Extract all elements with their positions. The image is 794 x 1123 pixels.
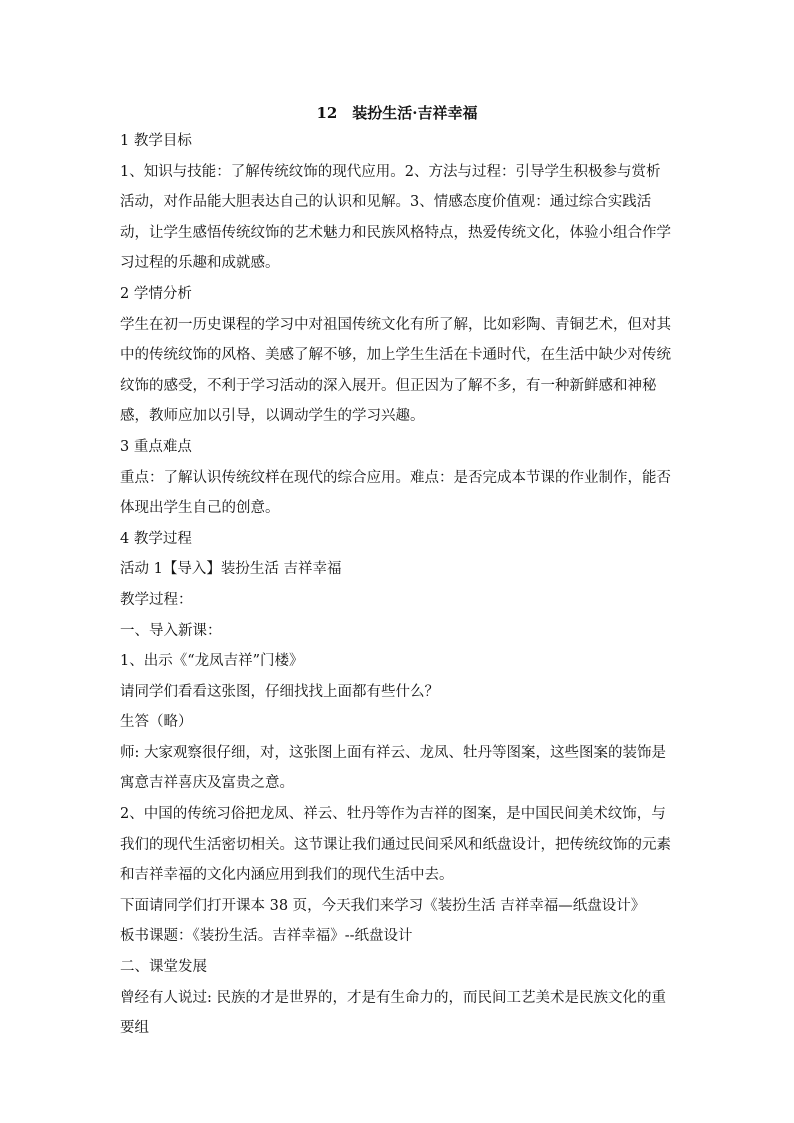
paragraph-quote: 曾经有人说过: 民族的才是世界的，才是有生命力的，而民间工艺美术是民族文化的重要组 xyxy=(120,989,666,1037)
paragraph-student-answer: 生答（略） xyxy=(120,714,193,731)
section-introduction: 一、导入新课： xyxy=(120,622,222,639)
paragraph-open-textbook: 下面请同学们打开课本 38 页，今天我们来学习《装扮生活 吉祥幸福—纸盘设计》 xyxy=(120,897,646,914)
heading-student-analysis: 2 学情分析 xyxy=(120,285,192,302)
paragraph-board-title: 板书课题：《装扮生活。吉祥幸福》--纸盘设计 xyxy=(120,928,413,945)
paragraph-show-image: 1、出示《“龙凤吉祥”门楼》 xyxy=(120,653,304,670)
paragraph-student-analysis: 学生在初一历史课程的学习中对祖国传统文化有所了解，比如彩陶、青铜艺术，但对其中的传统纹饰的风格、美感了解不够，加上学生生活在卡通时代，在生活中缺少对传统纹饰的感受，不利于学习活动的深入展开。但正因为了解不多，有一种新鲜感和神秘感，教师应加以引导，以调动学生的学习兴趣。 xyxy=(120,316,671,425)
paragraph-question: 请同学们看看这张图，仔细找找上面都有些什么？ xyxy=(120,683,439,700)
paragraph-teacher-comment: 师: 大家观察很仔细，对，这张图上面有祥云、龙凤、牡丹等图案，这些图案的装饰是寓意吉祥喜庆及富贵之意。 xyxy=(120,744,666,792)
paragraph-tradition: 2、中国的传统习俗把龙凤、祥云、牡丹等作为吉祥的图案，是中国民间美术纹饰，与我们的现代生活密切相关。这节课让我们通过民间采风和纸盘设计，把传统纹饰的元素和吉祥幸福的文化内涵应用到我们的现代生活中去。 xyxy=(120,806,671,884)
section-class-development: 二、课堂发展 xyxy=(120,959,207,976)
heading-teaching-goals: 1 教学目标 xyxy=(120,133,192,149)
heading-key-points: 3 重点难点 xyxy=(120,438,192,455)
paragraph-teaching-goals: 1、知识与技能：了解传统纹饰的现代应用。2、方法与过程：引导学生积极参与赏析活动，对作品能大胆表达自己的认识和见解。3、情感态度价值观：通过综合实践活动，让学生感悟传统纹饰的艺术魅力和民族风格特点，热爱传统文化，体验小组合作学习过程的乐趣和成就感。 xyxy=(120,163,671,272)
paragraph-process-label: 教学过程： xyxy=(120,591,193,608)
heading-teaching-process: 4 教学过程 xyxy=(120,530,192,547)
activity-heading: 活动 1【导入】装扮生活 吉祥幸福 xyxy=(120,561,342,578)
document-title: 12 装扮生活·吉祥幸福 xyxy=(316,104,478,122)
paragraph-key-points: 重点：了解认识传统纹样在现代的综合应用。难点：是否完成本节课的作业制作，能否体现出学生自己的创意。 xyxy=(120,469,671,517)
